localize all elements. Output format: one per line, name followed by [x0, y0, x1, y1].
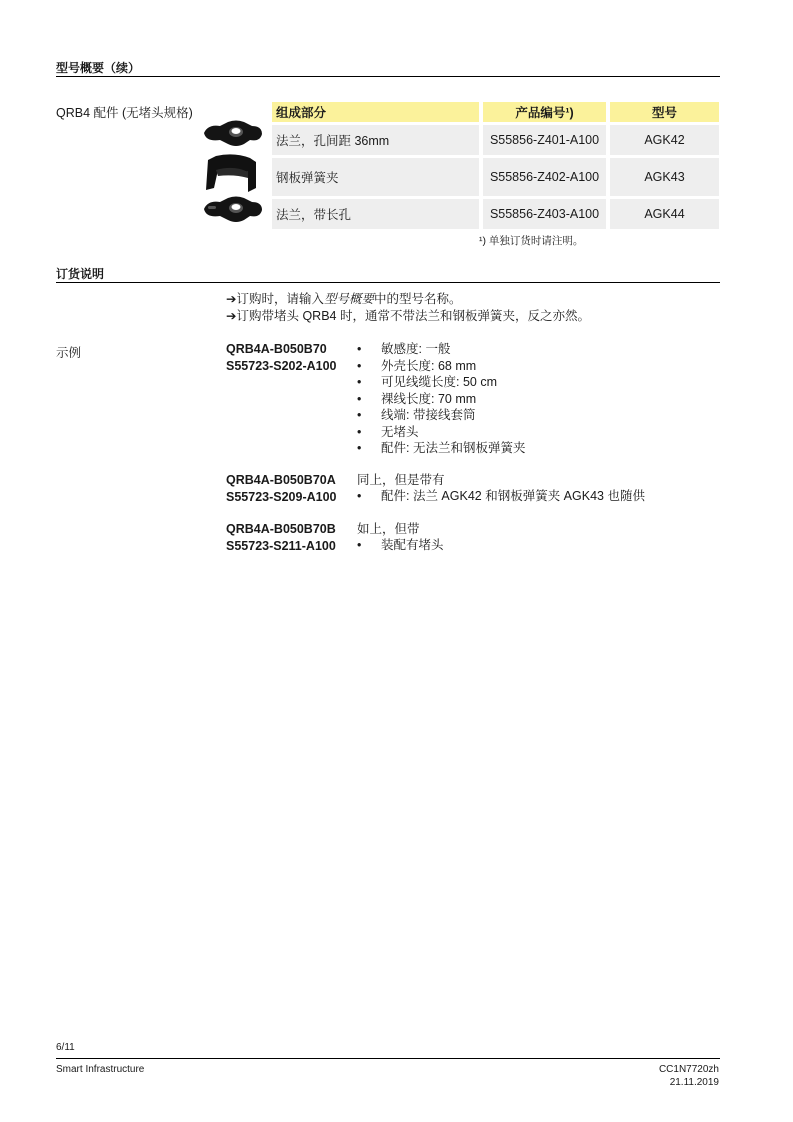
- cell-type: AGK44: [610, 199, 719, 229]
- example-feature-list: [357, 341, 525, 457]
- company-name: Smart Infrastructure: [56, 1064, 145, 1075]
- table-footnote: ¹) 单独订货时请注明。: [479, 235, 584, 247]
- spring-clip-icon: [206, 154, 256, 192]
- example-codes: [226, 521, 336, 554]
- section-rule: [56, 76, 720, 77]
- document-date: 21.11.2019: [669, 1077, 719, 1088]
- list-item: • 配件: 法兰 AGK42 和钢板弹簧夹 AGK43 也随供: [357, 489, 645, 503]
- example-type-code: QRB4A-B050B70A: [226, 473, 336, 487]
- example-type-code: QRB4A-B050B70: [226, 342, 327, 356]
- slotted-flange-icon: [204, 197, 262, 223]
- example-part-code: S55723-S211-A100: [226, 538, 336, 553]
- table-row: [272, 125, 719, 155]
- section-title-ordering: 订货说明: [56, 267, 105, 281]
- accessory-images: [200, 118, 266, 230]
- cell-part-no: S55856-Z402-A100: [483, 158, 606, 196]
- cell-part-no: S55856-Z403-A100: [483, 199, 606, 229]
- example-feature-list: [357, 488, 645, 505]
- example-part-code: S55723-S202-A100: [226, 358, 337, 373]
- example-feature-list: [357, 537, 444, 554]
- table-row: [272, 199, 719, 229]
- section-title-type-summary: 型号概要（续）: [56, 61, 141, 75]
- page-number: 6/11: [56, 1042, 75, 1053]
- cell-component: 法兰，带长孔: [272, 199, 479, 229]
- example-part-code: S55723-S209-A100: [226, 489, 337, 504]
- example-codes: [226, 341, 337, 374]
- flange-icon: [204, 121, 262, 147]
- accessories-label: QRB4 配件 (无堵头规格): [56, 106, 193, 120]
- list-item: • 配件: 无法兰和钢板弹簧夹: [357, 441, 526, 455]
- list-item: • 线端: 带接线套筒: [357, 408, 476, 422]
- instruction-line: ➔订购带堵头 QRB4 时，通常不带法兰和钢板弹簧夹，反之亦然。: [226, 309, 590, 323]
- example-intro: 同上，但是带有: [357, 473, 445, 487]
- cell-part-no: S55856-Z401-A100: [483, 125, 606, 155]
- header-component: 组成部分: [272, 102, 479, 122]
- list-item: • 裸线长度: 70 mm: [357, 391, 477, 406]
- footer-rule: [56, 1058, 720, 1059]
- cell-component: 法兰，孔间距 36mm: [272, 125, 479, 155]
- emphasis-text: 型号概要: [324, 292, 375, 306]
- table-header-row: [272, 102, 719, 122]
- example-intro: 如上，但带: [357, 522, 420, 536]
- cell-component: 钢板弹簧夹: [272, 158, 479, 196]
- cell-type: AGK42: [610, 125, 719, 155]
- cell-type: AGK43: [610, 158, 719, 196]
- examples-label: 示例: [56, 346, 82, 360]
- accessories-table: [268, 99, 723, 232]
- list-item: • 外壳长度: 68 mm: [357, 358, 477, 373]
- table-row: [272, 158, 719, 196]
- list-item: • 无堵头: [357, 424, 419, 439]
- example-type-code: QRB4A-B050B70B: [226, 522, 336, 536]
- instruction-line: ➔订购时，请输入型号概要中的型号名称。: [226, 292, 462, 306]
- arrow-icon: ➔: [226, 309, 237, 323]
- header-part-no: 产品编号¹): [483, 102, 606, 122]
- arrow-icon: ➔: [226, 292, 237, 306]
- list-item: • 可见线缆长度: 50 cm: [357, 375, 497, 389]
- document-id: CC1N7720zh: [658, 1064, 719, 1075]
- example-codes: [226, 472, 337, 505]
- section-rule: [56, 282, 720, 283]
- list-item: • 敏感度: 一般: [357, 342, 451, 356]
- list-item: • 装配有堵头: [357, 538, 444, 552]
- header-type: 型号: [610, 102, 719, 122]
